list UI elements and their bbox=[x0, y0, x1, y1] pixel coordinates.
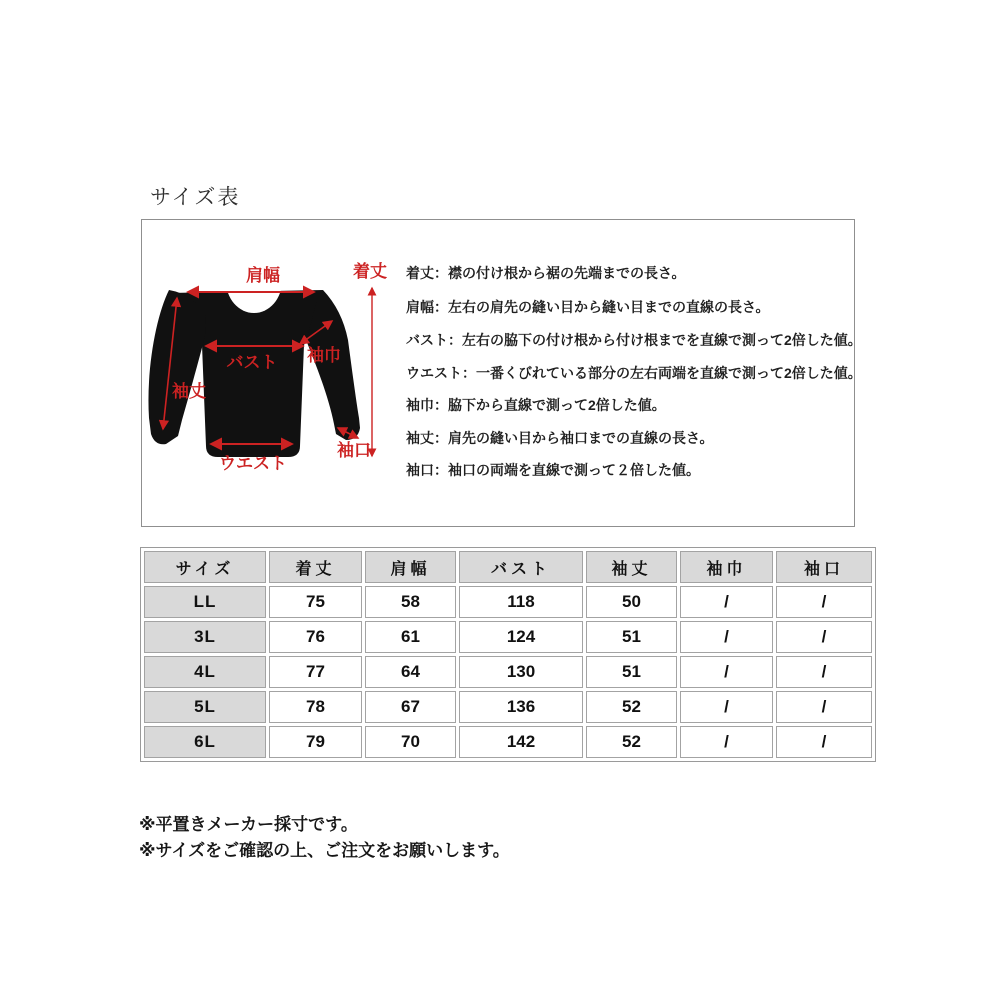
table-cell: 51 bbox=[586, 621, 677, 653]
body-length-label: 着丈 bbox=[353, 262, 387, 281]
table-cell: 67 bbox=[365, 691, 456, 723]
measurement-diagram-box bbox=[141, 219, 862, 527]
sleeve-width-label: 袖巾 bbox=[307, 346, 341, 365]
bust-label: バスト bbox=[226, 353, 278, 372]
sleeve-length-label: 袖丈 bbox=[172, 382, 206, 401]
table-cell: 118 bbox=[459, 586, 583, 618]
table-row bbox=[144, 621, 872, 653]
sweater-left-sleeve bbox=[148, 290, 206, 444]
sweater-right-sleeve bbox=[306, 290, 360, 440]
table-row bbox=[144, 656, 872, 688]
definition-cuff: 袖口：袖口の両端を直線で測って２倍した値。 bbox=[406, 462, 700, 478]
table-cell: 52 bbox=[586, 691, 677, 723]
table-row bbox=[144, 691, 872, 723]
table-cell: 70 bbox=[365, 726, 456, 758]
table-cell: / bbox=[680, 691, 773, 723]
table-cell: 142 bbox=[459, 726, 583, 758]
table-cell: 75 bbox=[269, 586, 362, 618]
table-cell: 136 bbox=[459, 691, 583, 723]
size-cell: 3L bbox=[144, 621, 266, 653]
table-cell: / bbox=[776, 586, 872, 618]
definition-waist: ウエスト：一番くびれている部分の左右両端を直線で測って2倍した値。 bbox=[406, 365, 862, 381]
table-cell: 64 bbox=[365, 656, 456, 688]
table-cell: 50 bbox=[586, 586, 677, 618]
table-cell: 76 bbox=[269, 621, 362, 653]
table-cell: 130 bbox=[459, 656, 583, 688]
size-cell: 4L bbox=[144, 656, 266, 688]
waist-label: ウエスト bbox=[219, 454, 287, 473]
col-header-body-length: 着丈 bbox=[269, 551, 362, 583]
table-cell: 79 bbox=[269, 726, 362, 758]
size-cell: 5L bbox=[144, 691, 266, 723]
table-cell: / bbox=[680, 586, 773, 618]
col-header-shoulder-width: 肩幅 bbox=[365, 551, 456, 583]
table-cell: / bbox=[776, 621, 872, 653]
page-title: サイズ表 bbox=[150, 186, 241, 209]
table-cell: 61 bbox=[365, 621, 456, 653]
footer-notes bbox=[139, 812, 510, 864]
table-cell: 51 bbox=[586, 656, 677, 688]
size-cell: LL bbox=[144, 586, 266, 618]
table-cell: / bbox=[776, 656, 872, 688]
table-cell: 58 bbox=[365, 586, 456, 618]
definition-bust: バスト：左右の脇下の付け根から付け根までを直線で測って2倍した値。 bbox=[406, 332, 862, 348]
table-row bbox=[144, 586, 872, 618]
shoulder-width-label: 肩幅 bbox=[246, 266, 280, 285]
table-header-row bbox=[144, 551, 872, 583]
col-header-bust: バスト bbox=[459, 551, 583, 583]
col-header-size: サイズ bbox=[144, 551, 266, 583]
col-header-sleeve-length: 袖丈 bbox=[586, 551, 677, 583]
table-cell: 124 bbox=[459, 621, 583, 653]
table-cell: / bbox=[680, 621, 773, 653]
col-header-cuff: 袖口 bbox=[776, 551, 872, 583]
table-cell: / bbox=[776, 726, 872, 758]
table-cell: / bbox=[680, 726, 773, 758]
table-cell: 78 bbox=[269, 691, 362, 723]
definition-body-length: 着丈：襟の付け根から裾の先端までの長さ。 bbox=[406, 265, 686, 281]
table-cell: 52 bbox=[586, 726, 677, 758]
table-cell: 77 bbox=[269, 656, 362, 688]
col-header-sleeve-width: 袖巾 bbox=[680, 551, 773, 583]
definition-shoulder-width: 肩幅：左右の肩先の縫い目から縫い目までの直線の長さ。 bbox=[406, 299, 770, 315]
definition-sleeve-length: 袖丈：肩先の縫い目から袖口までの直線の長さ。 bbox=[406, 430, 714, 446]
table-row bbox=[144, 726, 872, 758]
table-cell: / bbox=[680, 656, 773, 688]
definition-sleeve-width: 袖巾：脇下から直線で測って2倍した値。 bbox=[406, 397, 666, 413]
size-table bbox=[140, 547, 876, 762]
size-cell: 6L bbox=[144, 726, 266, 758]
note-measured-flat: ※平置きメーカー採寸です。 bbox=[139, 815, 358, 834]
cuff-label: 袖口 bbox=[337, 441, 371, 460]
note-check-size: ※サイズをご確認の上、ご注文をお願いします。 bbox=[139, 841, 510, 860]
table-cell: / bbox=[776, 691, 872, 723]
